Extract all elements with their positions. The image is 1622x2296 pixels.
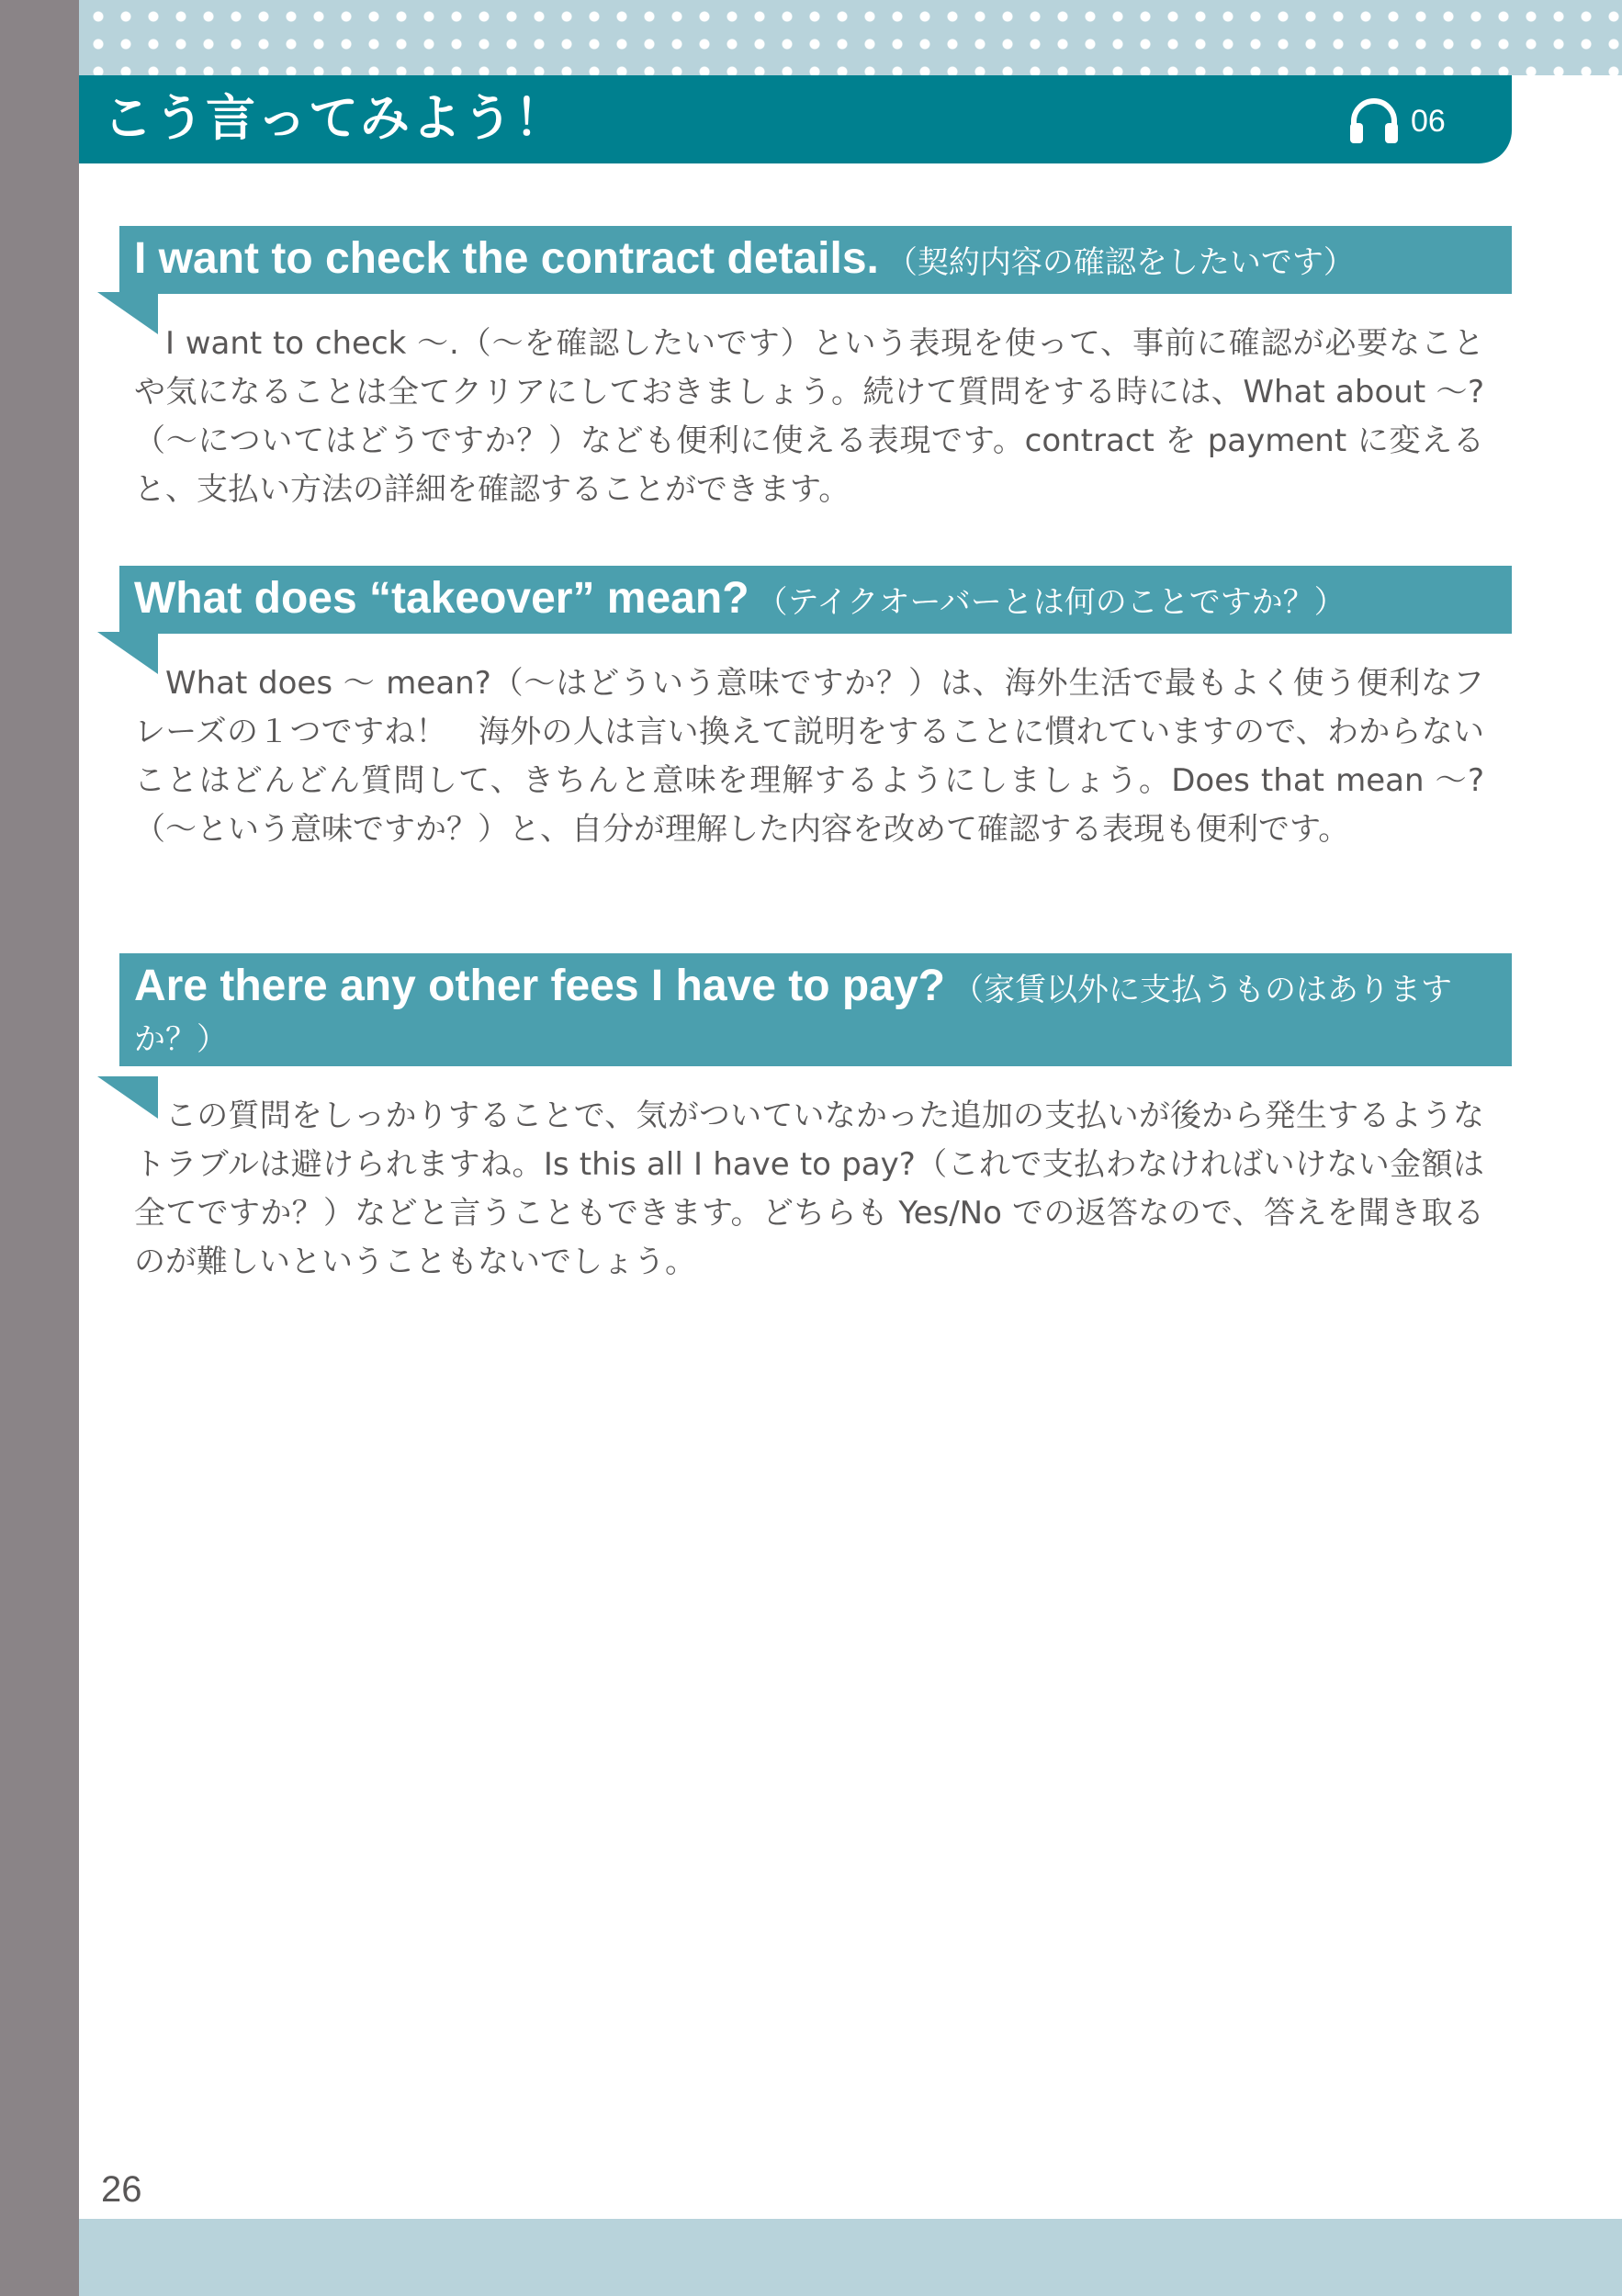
page-number: 26 [101, 2169, 142, 2210]
phrase-heading-bar [119, 953, 1512, 1066]
phrase-heading-bar [119, 566, 1512, 634]
phrase-translation: （契約内容の確認をしたいです） [885, 244, 1355, 281]
phrase-explanation: この質問をしっかりすることで、気がついていなかった追加の支払いが後から発生するようなトラブルは避けられますね。Is this all I have to pay?（これで支払わなければいけない金額は全てですか？）などと言うこともできます。どちらも Yes/No での返答なので、答えを聞き取るのが難しいということもないでしょう。 [134, 1097, 1484, 1280]
phrase-translation: （家賃以外に支払うものはありますか？） [134, 972, 1452, 1058]
page-header [79, 75, 1512, 163]
phrase-title: Are there any other fees I have to pay? [134, 962, 945, 1010]
audio-track-number: 06 [1411, 104, 1446, 139]
phrase-section-3 [79, 953, 1512, 1287]
audio-track-badge[interactable] [1346, 96, 1446, 147]
phrase-explanation: What does ～ mean?（～はどういう意味ですか？）は、海外生活で最もよく使う便利なフレーズの１つですね！ 海外の人は言い換えて説明をすることに慣れていますので、わからないことはどんどん質問して、きちんと意味を理解するようにしましょう。Does that mean ～?（～という意味ですか？）と、自分が理解した内容を改めて確認する表現も便利です。 [134, 665, 1484, 848]
phrase-explanation: I want to check ～.（～を確認したいです）という表現を使って、事前に確認が必要なことや気になることは全てクリアにしておきましょう。続けて質問をする時には、What about ～?（～についてはどうですか？）なども便利に使える表現です。contract を payment に変えると、支払い方法の詳細を確認することができます。 [134, 325, 1484, 508]
headphones-icon [1346, 94, 1402, 149]
left-margin-bar [0, 0, 79, 2296]
phrase-title: What does “takeover” mean? [134, 574, 749, 623]
footer-band [79, 2219, 1622, 2296]
phrase-section-1 [79, 226, 1512, 514]
phrase-heading-bar [119, 226, 1512, 294]
page-title: こう言ってみよう！ [103, 89, 566, 147]
dotted-top-band [79, 0, 1622, 75]
phrase-section-2 [79, 566, 1512, 854]
phrase-title: I want to check the contract details. [134, 234, 879, 283]
phrase-translation: （テイクオーバーとは何のことですか？） [756, 584, 1346, 621]
